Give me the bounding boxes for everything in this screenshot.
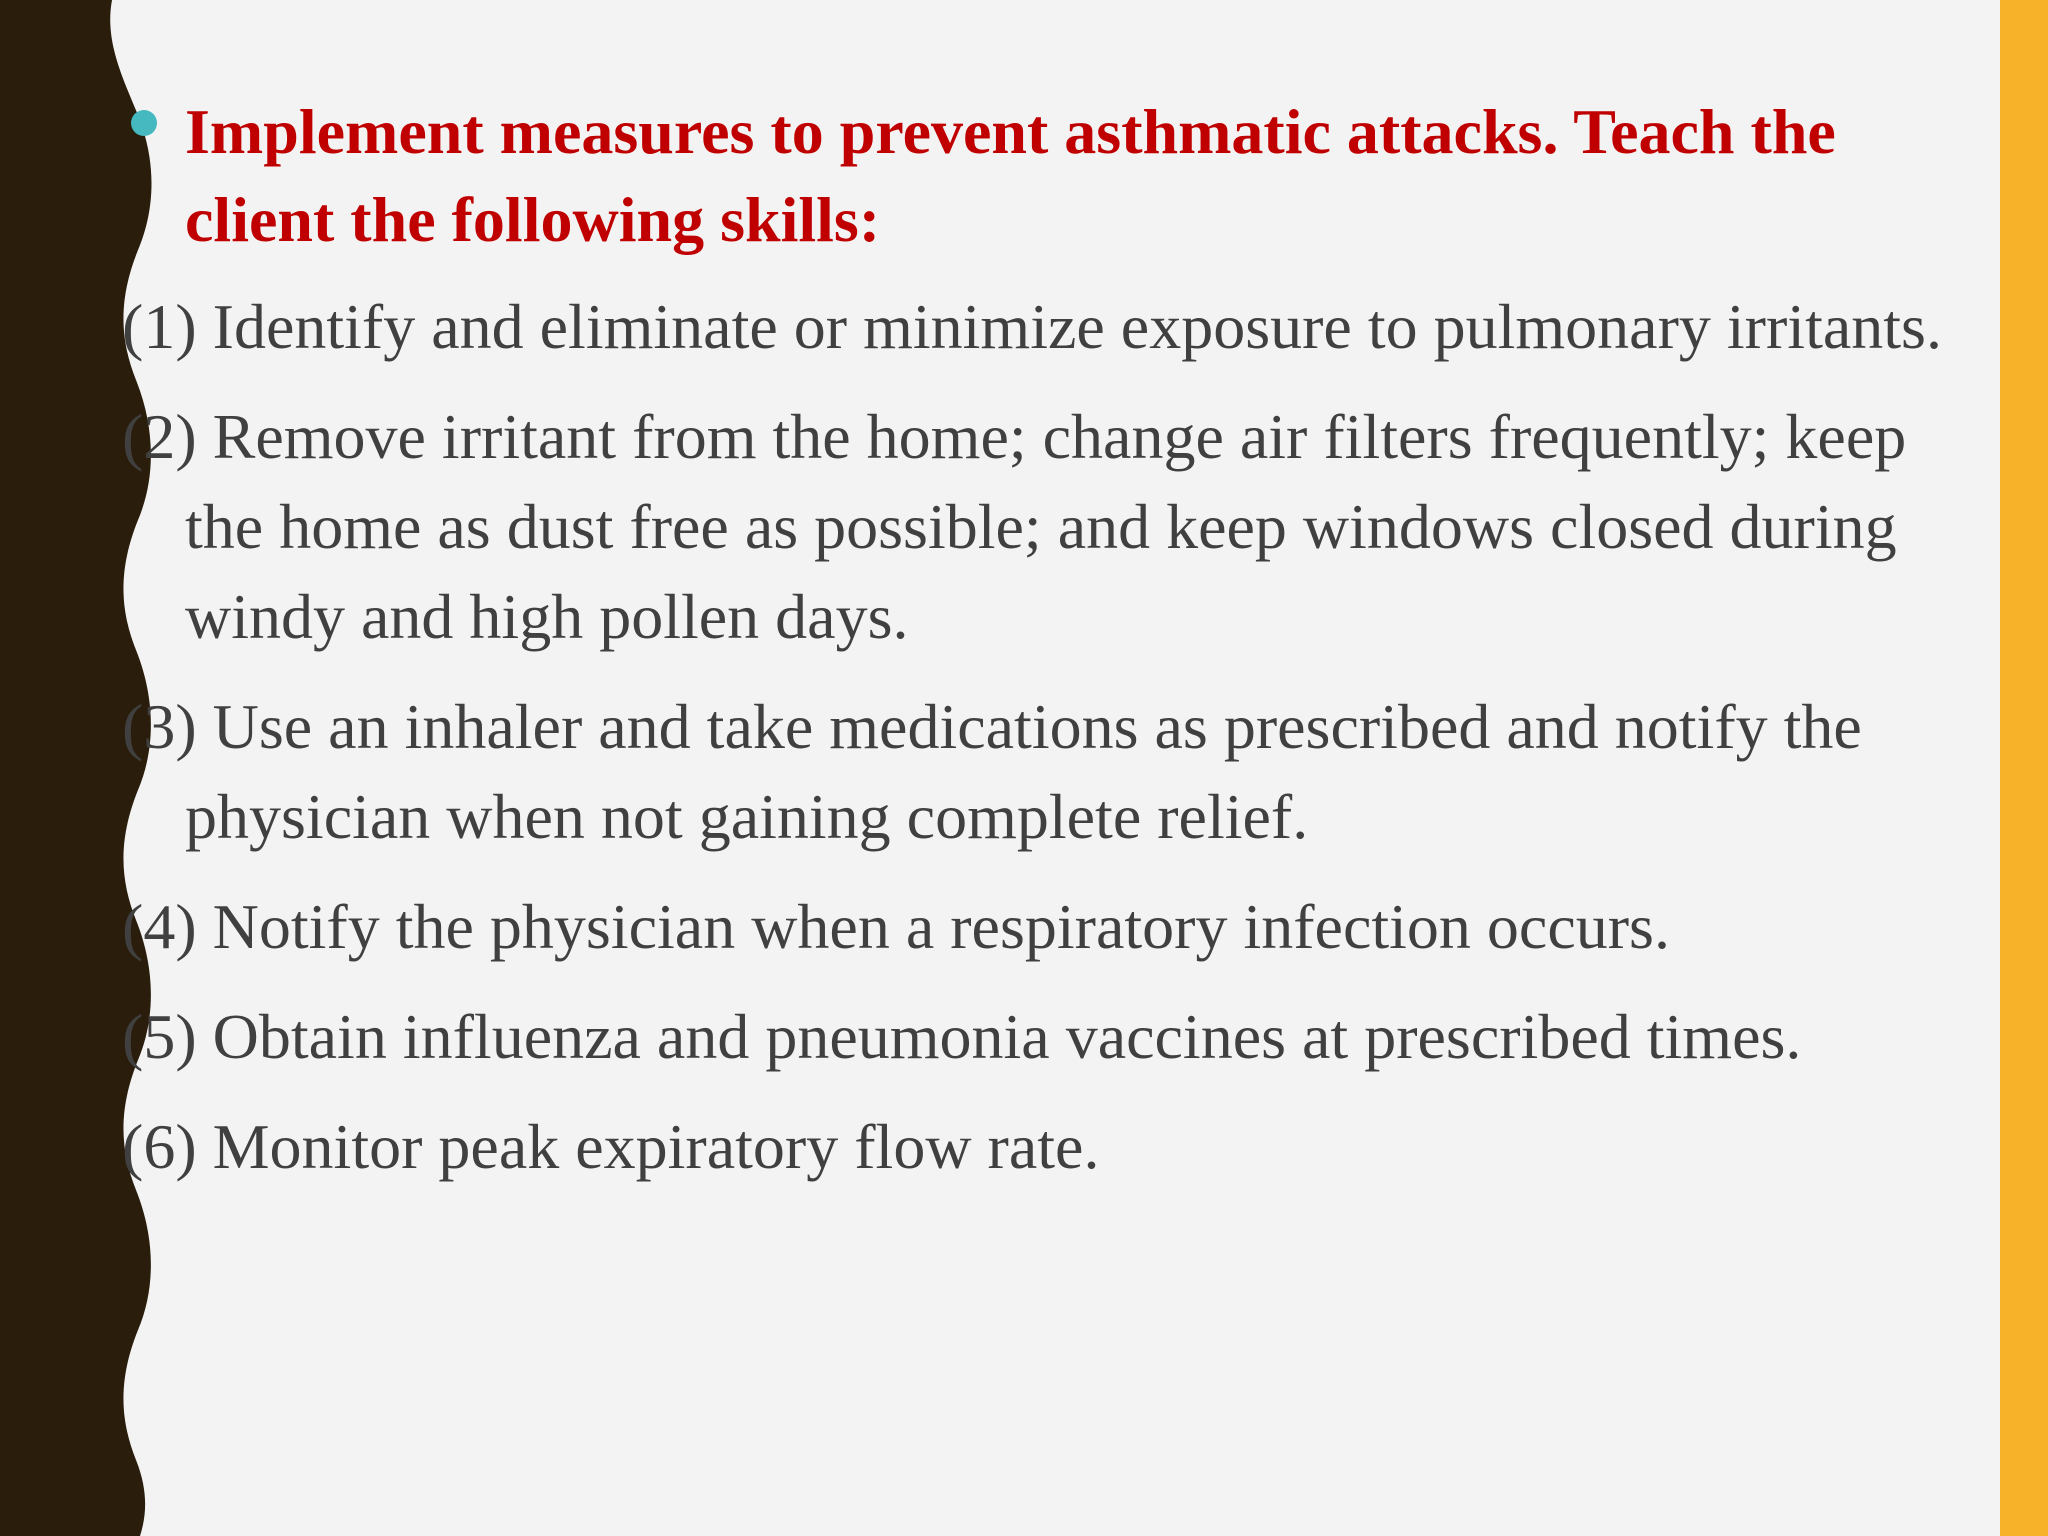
slide-content [122,88,1972,1192]
bullet-dot-icon [131,110,157,136]
list-item-4: (4) Notify the physician when a respiratory infection occurs. [122,891,1670,962]
heading-bullet-text: Implement measures to prevent asthmatic attacks. Teach the client the following skills: [185,96,1836,255]
list-item-3: (3) Use an inhaler and take medications as prescribed and notify the physician when not gaining complete relief. [122,691,1862,852]
list-item-5: (5) Obtain influenza and pneumonia vaccines at prescribed times. [122,1001,1802,1072]
list-item-1: (1) Identify and eliminate or minimize exposure to pulmonary irritants. [122,291,1942,362]
list-item-2: (2) Remove irritant from the home; change air filters frequently; keep the home as dust free as possible; and keep windows closed during windy and high pollen days. [122,401,1907,652]
list-item-6: (6) Monitor peak expiratory flow rate. [122,1111,1100,1182]
heading-bullet-row [122,88,1972,264]
right-accent-bar [2000,0,2048,1536]
